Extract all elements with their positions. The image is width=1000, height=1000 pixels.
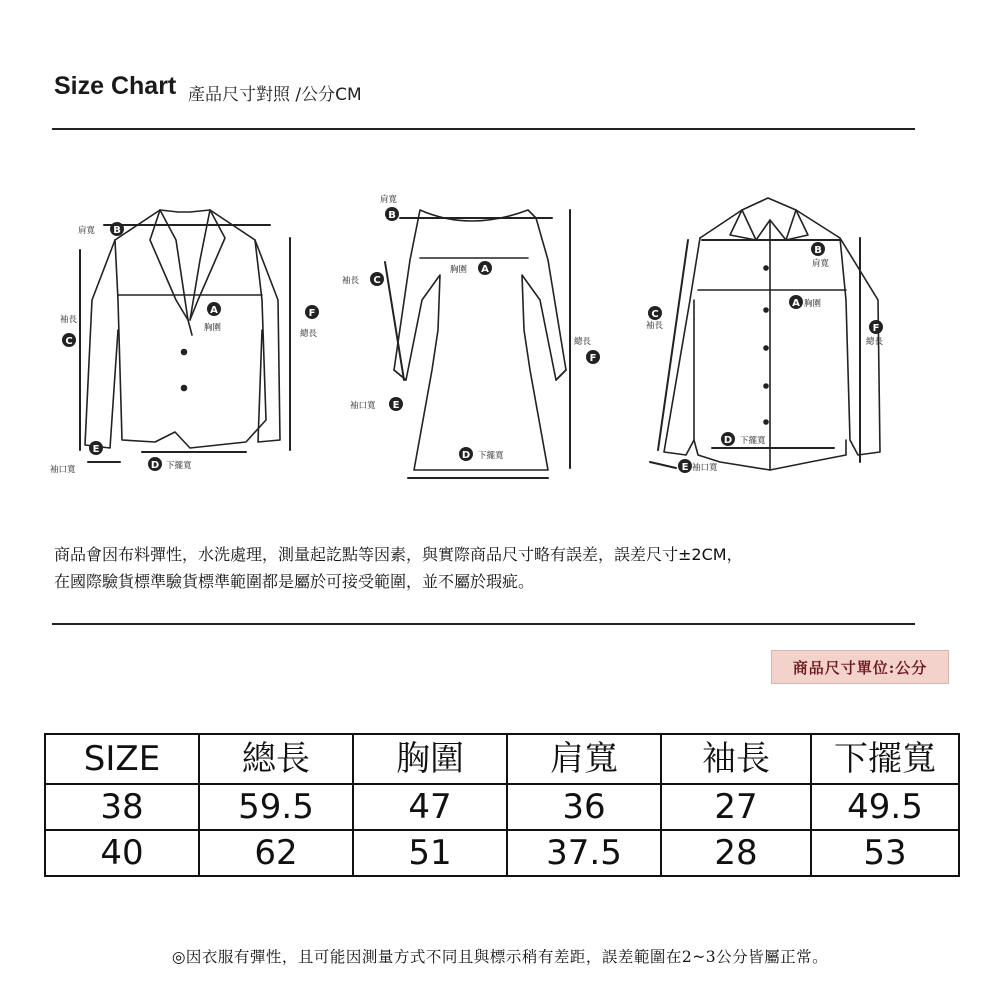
svg-text:C: C [373, 275, 381, 286]
marker-c-badge [648, 306, 662, 320]
title-english: Size Chart [54, 72, 177, 100]
size-table [44, 733, 960, 877]
dress-label-shoulder: 肩寬 [380, 195, 398, 205]
marker-d-badge [148, 457, 162, 471]
svg-text:D: D [723, 435, 733, 446]
svg-text:A: A [210, 305, 218, 316]
title-chinese: 產品尺寸對照 /公分CM [188, 85, 362, 105]
middle-divider [52, 623, 915, 625]
cell-size: 40 [45, 830, 199, 876]
svg-text:B: B [113, 225, 121, 236]
header-hem: 下擺寬 [811, 734, 959, 784]
marker-b-badge [811, 242, 825, 256]
garment-measurement-diagrams [40, 185, 920, 495]
svg-text:A: A [481, 264, 489, 275]
svg-text:E: E [92, 444, 100, 455]
svg-text:D: D [150, 460, 160, 471]
svg-text:F: F [872, 323, 880, 334]
tolerance-note-line-2: 在國際驗貨標準驗貨標準範圍都是屬於可接受範圍，並不屬於瑕疵。 [54, 572, 535, 591]
shirt-label-cuff: 袖口寬 [692, 463, 718, 473]
svg-text:D: D [461, 450, 471, 461]
shirt-label-hem: 下擺寬 [740, 436, 766, 446]
shirt-label-chest: 胸圍 [804, 299, 822, 309]
shirt-label-length: 總長 [866, 337, 884, 347]
svg-text:B: B [814, 245, 822, 256]
table-row [45, 784, 959, 830]
marker-d-badge [459, 447, 473, 461]
svg-text:F: F [308, 308, 316, 319]
svg-text:F: F [589, 353, 597, 364]
marker-e-badge [389, 397, 403, 411]
unit-badge: 商品尺寸單位:公分 [771, 650, 949, 684]
marker-e-badge [89, 441, 103, 455]
cell-sleeve: 28 [661, 830, 811, 876]
header-length: 總長 [199, 734, 353, 784]
header-sleeve: 袖長 [661, 734, 811, 784]
marker-e-badge [678, 459, 692, 473]
dress-label-hem: 下擺寬 [478, 451, 504, 461]
jacket-label-length: 總長 [300, 329, 318, 339]
marker-b-badge [385, 207, 399, 221]
marker-f-badge [869, 320, 883, 334]
jacket-label-cuff: 袖口寬 [50, 465, 76, 475]
cell-size: 38 [45, 784, 199, 830]
jacket-label-chest: 胸圍 [204, 323, 222, 333]
dress-label-chest: 胸圍 [450, 265, 468, 275]
footnote: ◎因衣服有彈性，且可能因測量方式不同且與標示稍有差距，誤差範圍在2~3公分皆屬正常。 [171, 948, 829, 966]
svg-text:A: A [792, 298, 800, 309]
shirt-label-shoulder: 肩寬 [812, 259, 830, 269]
svg-text:C: C [65, 336, 73, 347]
svg-text:C: C [651, 309, 659, 320]
shirt-label-sleeve: 袖長 [646, 321, 664, 331]
cell-length: 59.5 [199, 784, 353, 830]
cell-shoulder: 37.5 [507, 830, 661, 876]
cell-hem: 49.5 [811, 784, 959, 830]
svg-text:E: E [392, 400, 400, 411]
measurement-markers [62, 207, 883, 473]
marker-c-badge [370, 272, 384, 286]
marker-a-badge [478, 261, 492, 275]
marker-a-badge [207, 302, 221, 316]
jacket-illustration [50, 210, 318, 475]
marker-b-badge [110, 222, 124, 236]
cell-shoulder: 36 [507, 784, 661, 830]
cell-length: 62 [199, 830, 353, 876]
cell-chest: 47 [353, 784, 507, 830]
dress-illustration [342, 194, 592, 478]
header-shoulder: 肩寬 [507, 734, 661, 784]
svg-text:E: E [681, 462, 689, 473]
marker-c-badge [62, 333, 76, 347]
cell-sleeve: 27 [661, 784, 811, 830]
marker-a-badge [789, 295, 803, 309]
size-table-header-row [45, 734, 959, 784]
dress-label-cuff: 袖口寬 [350, 401, 376, 411]
dress-label-sleeve: 袖長 [342, 276, 360, 286]
tolerance-note-line-1: 商品會因布料彈性，水洗處理，測量起訖點等因素，與實際商品尺寸略有誤差，誤差尺寸±2CM， [54, 545, 743, 564]
shirt-illustration [646, 198, 884, 473]
table-row [45, 830, 959, 876]
dress-label-length: 總長 [574, 337, 592, 347]
cell-hem: 53 [811, 830, 959, 876]
svg-text:B: B [388, 210, 396, 221]
marker-f-badge [305, 305, 319, 319]
jacket-label-hem: 下擺寬 [166, 461, 192, 471]
top-divider [52, 128, 915, 130]
marker-f-badge [586, 350, 600, 364]
header-size: SIZE [45, 734, 199, 784]
header-chest: 胸圍 [353, 734, 507, 784]
marker-d-badge [721, 432, 735, 446]
cell-chest: 51 [353, 830, 507, 876]
jacket-label-shoulder: 肩寬 [78, 226, 96, 236]
jacket-label-sleeve: 袖長 [60, 315, 78, 325]
